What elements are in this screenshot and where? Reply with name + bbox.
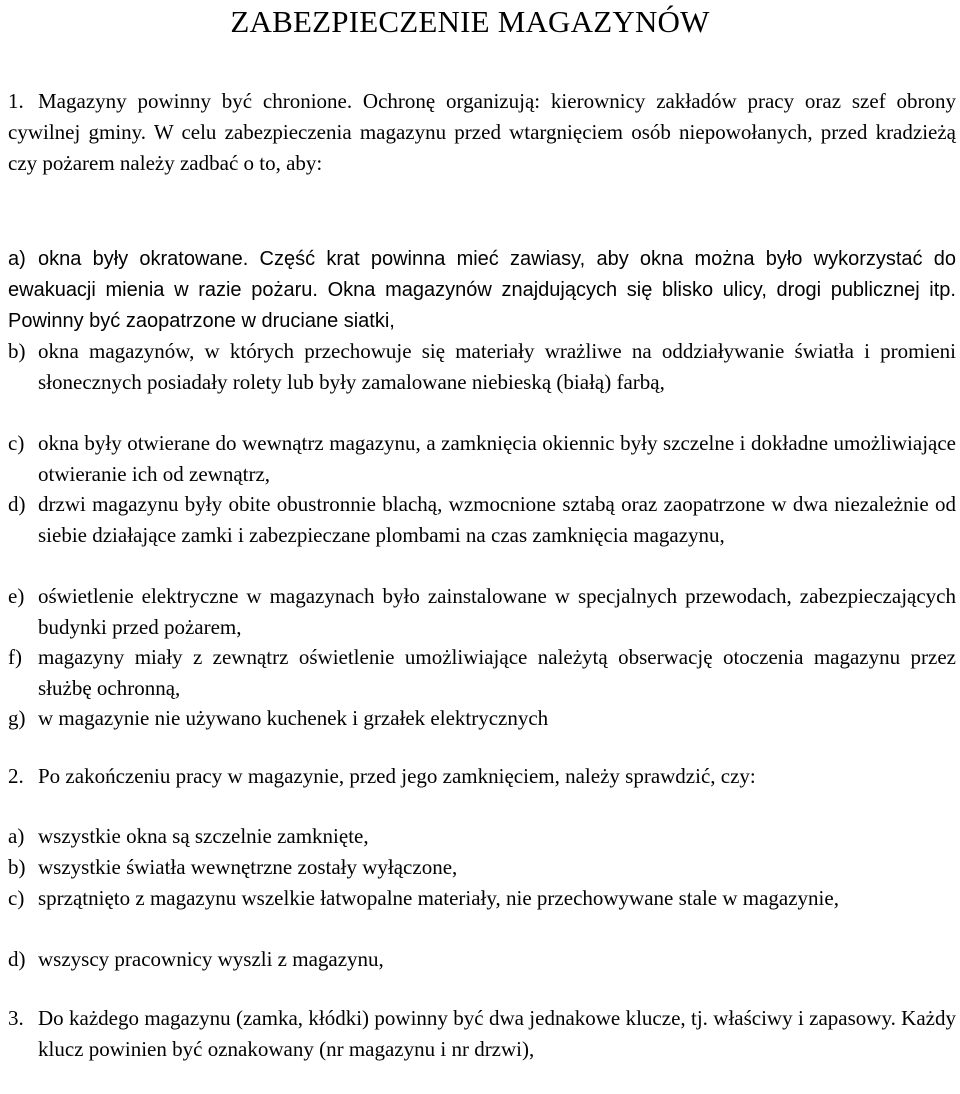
list-item-label: b): [8, 855, 26, 879]
section-3: [8, 1003, 956, 1065]
list-item-text: sprzątnięto z magazynu wszelkie łatwopalne materiały, nie przechowywane stale w magazynie,: [38, 886, 839, 910]
list-item-2b: [8, 852, 956, 883]
list-item-text: okna były okratowane. Część krat powinna mieć zawiasy, aby okna można było wykorzystać do ewakuacji mienia w razie pożaru. Okna magazynów znajdujących się blisko ulicy, drogi publicznej itp. Powinny być zaopatrzone w druciane siatki,: [8, 248, 956, 332]
section-2: [8, 761, 956, 792]
list-item-text: w magazynie nie używano kuchenek i grzałek elektrycznych: [38, 706, 549, 730]
section-text: Magazyny powinny być chronione. Ochronę organizują: kierownicy zakładów pracy oraz szef obrony cywilnej gminy. W celu zabezpieczenia magazynu przed wtargnięciem osób niepowołanych, przed kradzieżą czy pożarem należy zadbać o to, aby:: [8, 89, 956, 175]
list-item-1g: [8, 703, 956, 734]
list-item-label: b): [8, 339, 26, 363]
list-item-text: drzwi magazynu były obite obustronnie blachą, wzmocnione sztabą oraz zaopatrzone w dwa niezależnie od siebie działające zamki i zabezpieczane plombami na czas zamknięcia magazynu,: [38, 492, 956, 547]
document-title: ZABEZPIECZENIE MAGAZYNÓW: [230, 4, 710, 39]
list-item-text: wszyscy pracownicy wyszli z magazynu,: [38, 947, 384, 971]
list-item-text: okna magazynów, w których przechowuje się materiały wrażliwe na oddziaływanie światła i promieni słonecznych posiadały rolety lub były zamalowane niebieską (białą) farbą,: [38, 339, 956, 394]
list-item-label: a): [8, 248, 26, 270]
section-number: 1.: [8, 89, 24, 113]
list-item-label: e): [8, 584, 25, 608]
list-item-1c: [8, 428, 956, 490]
section-text: Po zakończeniu pracy w magazynie, przed jego zamknięciem, należy sprawdzić, czy:: [38, 764, 756, 788]
list-item-1b: [8, 336, 956, 398]
list-item-label: g): [8, 706, 26, 730]
list-item-1d: [8, 489, 956, 551]
list-item-label: c): [8, 431, 25, 455]
section-text: Do każdego magazynu (zamka, kłódki) powinny być dwa jednakowe klucze, tj. właściwy i zapasowy. Każdy klucz powinien być oznakowany (nr magazynu i nr drzwi),: [38, 1006, 956, 1061]
list-item-label: a): [8, 824, 25, 848]
list-item-1f: [8, 642, 956, 704]
list-item-2a: [8, 821, 956, 852]
list-item-1a: [8, 244, 956, 337]
section-number: 2.: [8, 764, 24, 788]
list-item-text: oświetlenie elektryczne w magazynach było zainstalowane w specjalnych przewodach, zabezpieczających budynki przed pożarem,: [38, 584, 956, 639]
list-item-1e: [8, 581, 956, 643]
list-item-label: d): [8, 492, 26, 516]
section-number: 3.: [8, 1006, 24, 1030]
list-item-text: okna były otwierane do wewnątrz magazynu, a zamknięcia okiennic były szczelne i dokładne umożliwiające otwieranie ich od zewnątrz,: [38, 431, 956, 486]
list-item-label: f): [8, 645, 22, 669]
section-1: [8, 86, 956, 179]
list-item-text: magazyny miały z zewnątrz oświetlenie umożliwiające należytą obserwację otoczenia magazynu przez służbę ochronną,: [38, 645, 956, 700]
list-item-label: c): [8, 886, 25, 910]
list-item-2d: [8, 944, 956, 975]
list-item-text: wszystkie okna są szczelnie zamknięte,: [38, 824, 369, 848]
list-item-label: d): [8, 947, 26, 971]
list-item-text: wszystkie światła wewnętrzne zostały wyłączone,: [38, 855, 458, 879]
list-item-2c: [8, 883, 956, 914]
